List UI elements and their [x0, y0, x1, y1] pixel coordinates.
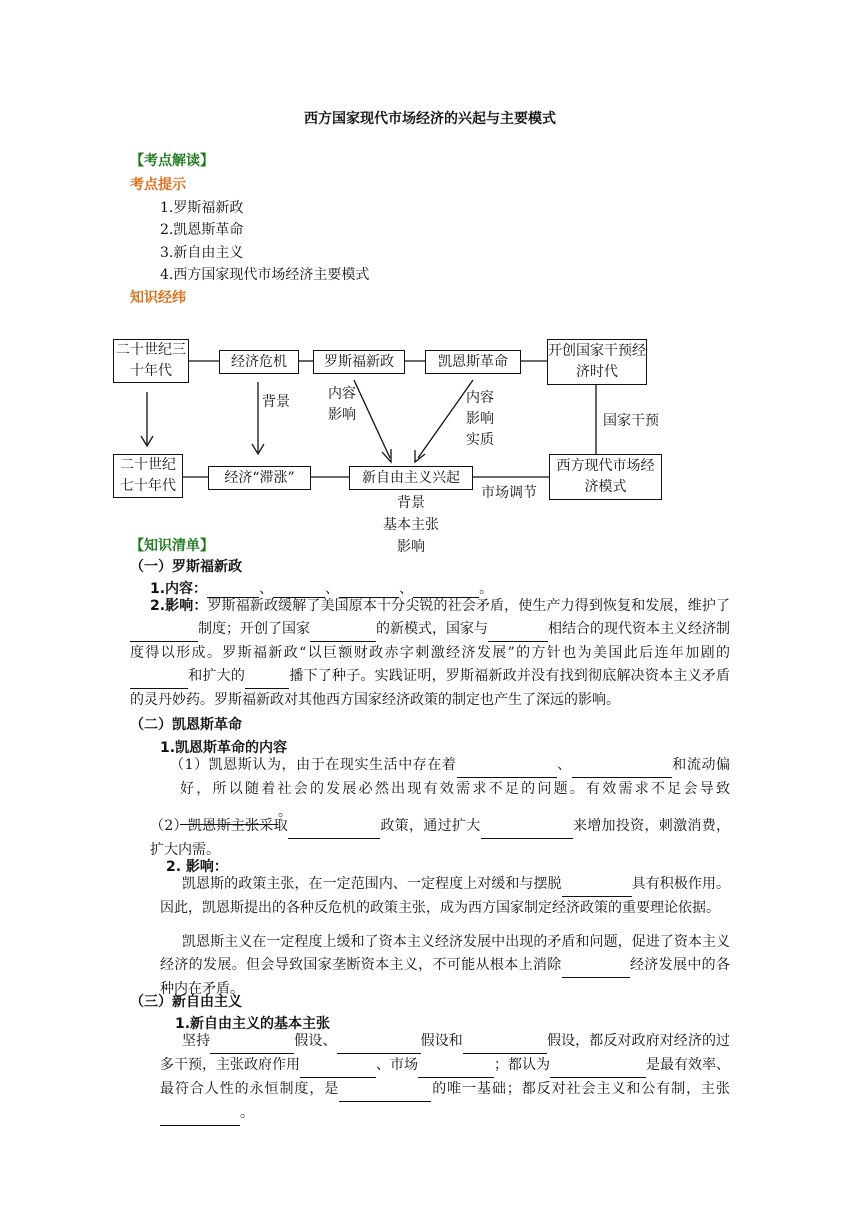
section-label-zhishi-jingwei: 知识经纬 [130, 290, 186, 306]
answer-blank[interactable] [481, 815, 573, 839]
label-market-regulation: 市场调节 [481, 485, 537, 501]
text: 。 [240, 1105, 254, 1121]
text: 假设、 [294, 1033, 337, 1049]
box-stagflation: 经济“滞涨” [208, 466, 311, 490]
label-keynes-sub: 内容 影响 实质 [466, 390, 494, 448]
text: 的新模式，国家与 [376, 621, 488, 637]
text: 凯恩斯的政策主张，在一定范围内、一定程度上对缓和与摆脱 [182, 876, 562, 892]
heading-roosevelt: （一）罗斯福新政 [130, 559, 242, 575]
answer-blank[interactable] [130, 665, 188, 689]
item-label: 1.内容： [150, 581, 208, 597]
answer-blank[interactable] [463, 1030, 547, 1054]
box-keynes-revolution: 凯恩斯革命 [425, 350, 521, 374]
neoliberal-p1 [160, 1030, 730, 1126]
list-item: 3.新自由主义 [160, 245, 244, 261]
list-item: 2.凯恩斯革命 [160, 222, 244, 238]
section-label-zhishi-qingdan: 【知识清单】 [130, 538, 214, 554]
text: 和流动偏好，所以随着社会的发展必然出现有效需求不足的问题。有效需求不足会导致 [180, 757, 731, 797]
text: 政策，通过扩大 [380, 818, 481, 834]
subheading-keynes-impact: 2. 影响： [166, 859, 228, 875]
text: 经济发展中的各种内在矛盾。 [160, 957, 731, 997]
label-roosevelt-sub: 内容 影响 [328, 386, 356, 423]
text: （1）凯恩斯认为，由于在现实生活中存在着 [170, 757, 457, 773]
page-title: 西方国家现代市场经济的兴起与主要模式 [304, 111, 556, 127]
answer-blank[interactable] [160, 1102, 240, 1126]
text: （2）凯恩斯主张采取 [150, 818, 289, 834]
box-economic-crisis: 经济危机 [219, 350, 299, 374]
box-1970s: 二十世纪七十年代 [113, 454, 183, 498]
text: 凯恩斯主义在一定程度上缓和了资本主义经济发展中出现的矛盾和问题，促进了资本主义经济的发展。但会导致国家垄断资本主义，不可能从根本上消除 [160, 934, 730, 973]
text: 相结合的现代资本主义经济制度得以形成。罗斯福新政“以巨额财政赤字刺激经济发展”的方针也为美国此后连年加剧的 [130, 621, 730, 661]
answer-blank[interactable] [550, 1054, 646, 1078]
answer-blank[interactable] [310, 618, 376, 642]
text: ；都认为 [494, 1057, 550, 1073]
text: 制度；开创了国家 [198, 621, 310, 637]
text: 、市场 [376, 1057, 418, 1073]
text: 播下了种子。实践证明，罗斯福新政并没有找到彻底解决资本主义矛盾的灵丹妙药。罗斯福新政对其他西方国家经济政策的制定也产生了深远的影响。 [130, 668, 731, 708]
keynes-p3 [160, 873, 730, 920]
box-market-economy-model: 西方现代市场经济模式 [549, 454, 662, 500]
box-neoliberalism: 新自由主义兴起 [349, 466, 473, 490]
heading-keynes: （二）凯恩斯革命 [130, 717, 242, 733]
subheading-keynes-content: 1.凯恩斯革命的内容 [160, 740, 288, 756]
text: 、 [556, 757, 572, 773]
text: 具有积极作用。因此，凯恩斯提出的各种反危机的政策主张，成为西方国家制定经济政策的重要理论依据。 [160, 876, 731, 916]
answer-blank[interactable] [572, 754, 672, 778]
box-roosevelt-new-deal: 罗斯福新政 [313, 350, 405, 374]
text: 假设和 [420, 1033, 463, 1049]
section-label-kaodian-jiedu: 【考点解读】 [130, 153, 214, 169]
answer-blank[interactable] [488, 618, 548, 642]
answer-blank[interactable] [418, 1054, 494, 1078]
label-state-intervention: 国家干预 [603, 413, 659, 429]
answer-blank[interactable] [337, 1030, 421, 1054]
answer-blank[interactable] [457, 754, 557, 778]
answer-blank[interactable] [130, 618, 198, 642]
answer-blank[interactable] [562, 873, 632, 897]
label-neoliberal-sub: 背景 基本主张 影响 [383, 495, 439, 555]
text: 假设，都反对政府对经济的过多干预，主张政府作用 [160, 1033, 731, 1073]
keynes-p4 [160, 931, 730, 1001]
heading-neoliberalism: （三）新自由主义 [130, 994, 242, 1010]
text: 是最有效率、最符合人性的永恒制度，是 [160, 1057, 730, 1097]
answer-blank[interactable] [210, 1030, 294, 1054]
answer-blank[interactable] [245, 665, 289, 689]
list-item: 1.罗斯福新政 [160, 200, 244, 216]
text: 罗斯福新政缓解了美国原本十分尖锐的社会矛盾，使生产力得到恢复和发展，维护了 [207, 598, 731, 614]
roosevelt-impact-paragraph [130, 595, 730, 712]
section-label-kaodian-tishi: 考点提示 [130, 177, 186, 193]
answer-blank[interactable] [562, 954, 630, 978]
answer-blank[interactable] [339, 1078, 431, 1102]
label-background: 背景 [262, 394, 290, 410]
subheading-neoliberal-claims: 1.新自由主义的基本主张 [175, 1016, 331, 1032]
text: 坚持 [182, 1033, 211, 1049]
text: 。 [278, 804, 292, 820]
roosevelt-content-line: 1.内容： 、 、 、 。 [150, 581, 494, 597]
answer-blank[interactable] [300, 1054, 376, 1078]
punct: 。 [479, 581, 494, 597]
list-item: 4.西方国家现代市场经济主要模式 [160, 267, 370, 283]
answer-blank[interactable] [288, 815, 380, 839]
box-state-intervention-era: 开创国家干预经济时代 [547, 339, 647, 385]
keynes-p2 [150, 815, 730, 862]
text: 和扩大的 [188, 668, 246, 684]
item-label: 2.影响： [150, 598, 208, 614]
box-1930s: 二十世纪三十年代 [113, 339, 189, 383]
text: 的唯一基础；都反对社会主义和公有制，主张 [431, 1081, 730, 1097]
text: 来增加投资，刺激消费，扩大内需。 [150, 818, 731, 858]
